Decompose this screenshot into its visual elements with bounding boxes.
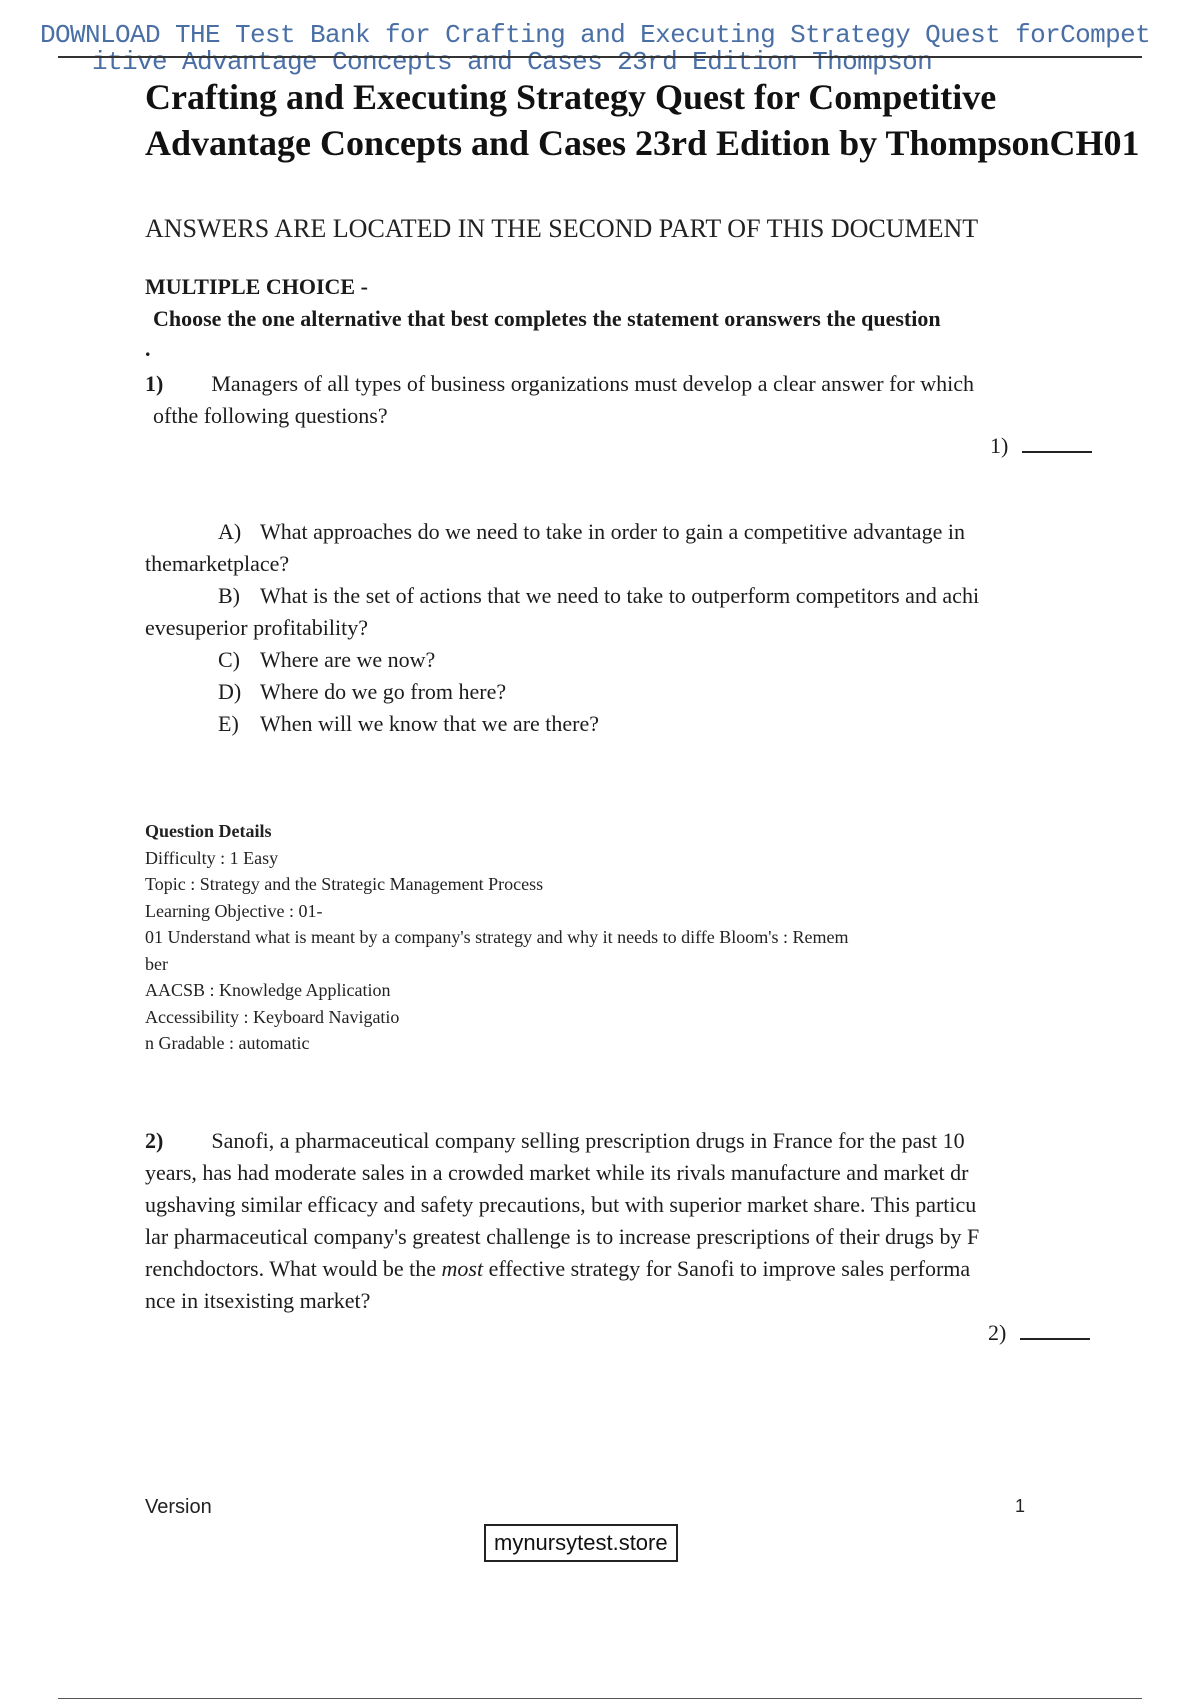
question-2-text-line-1: Sanofi, a pharmaceutical company selling prescription drugs in France for the past 10 [211,1128,965,1153]
details-objective-text: 01 Understand what is meant by a company's strategy and why it needs to diffe Bloom's : Remem [145,927,849,947]
question-1 [145,368,1080,432]
details-accessibility: Accessibility : Keyboard Navigatio [145,1006,400,1027]
question-2 [145,1125,1090,1317]
question-2-line-3: ugshaving similar efficacy and safety precautions, but with superior market share. This particu [145,1192,977,1217]
answers-note: ANSWERS ARE LOCATED IN THE SECOND PART OF THIS DOCUMENT [145,214,979,243]
details-learning-objective: Learning Objective : 01- [145,900,323,921]
details-difficulty: Difficulty : 1 Easy [145,847,279,868]
option-b [218,580,1098,612]
question-2-line-4: lar pharmaceutical company's greatest challenge is to increase prescriptions of their drugs by F [145,1224,980,1249]
option-a-continued: themarketplace? [145,551,290,576]
title-line-2: Advantage Concepts and Cases 23rd Edition by ThompsonCH01 [145,123,1140,163]
details-heading: Question Details [145,821,272,841]
site-stamp[interactable]: mynursytest.store [484,1524,678,1562]
option-c-text: Where are we now? [260,647,436,672]
question-1-text-line-1: Managers of all types of business organizations must develop a clear answer for which [211,371,974,396]
instruction-dot: . [145,336,151,361]
option-a [218,516,1078,548]
download-banner[interactable] [40,22,1190,76]
question-1-answer-blank[interactable] [990,433,1092,459]
question-1-number: 1) [145,371,164,396]
page-bottom-rule [58,1698,1142,1699]
banner-underline [58,56,1142,58]
details-objective-continued: ber [145,953,168,974]
answer-blank-line[interactable] [1022,437,1092,453]
question-2-line-6: nce in itsexisting market? [145,1288,371,1313]
section-heading: MULTIPLE CHOICE - [145,274,368,299]
option-e-text: When will we know that we are there? [260,711,600,736]
banner-line-1[interactable]: DOWNLOAD THE Test Bank for Crafting and Executing Strategy Quest forCompet [40,20,1151,50]
instruction-text: Choose the one alternative that best completes the statement oranswers the question [153,306,941,331]
footer-version: Version [145,1496,212,1518]
details-gradable: n Gradable : automatic [145,1033,310,1053]
question-1-answer-label: 1) [990,433,1009,458]
banner-line-2[interactable]: itive Advantage Concepts and Cases 23rd Edition Thompson [92,47,933,77]
question-2-emphasis: most [441,1256,484,1281]
question-2-answer-label: 2) [988,1320,1007,1345]
option-d [218,676,506,708]
question-2-line-1 [145,1125,1090,1157]
document-title [145,74,1145,166]
title-line-1: Crafting and Executing Strategy Quest for Competitive [145,77,997,117]
option-b-continued: evesuperior profitability? [145,615,368,640]
option-a-label: A) [218,519,242,544]
option-b-text: What is the set of actions that we need to take to outperform competitors and achi [260,583,980,608]
option-b-label: B) [218,583,240,608]
question-2-answer-blank[interactable] [988,1320,1090,1346]
option-d-label: D) [218,679,242,704]
question-1-text-line-2: ofthe following questions? [153,403,388,428]
option-a-text: What approaches do we need to take in order to gain a competitive advantage in [260,519,965,544]
option-c-label: C) [218,647,240,672]
answer-blank-line[interactable] [1020,1324,1090,1340]
details-topic: Topic : Strategy and the Strategic Management Process [145,874,544,894]
question-2-line-2: years, has had moderate sales in a crowded market while its rivals manufacture and market dr [145,1160,969,1185]
question-2-number: 2) [145,1128,164,1153]
question-2-line-5 [145,1253,1090,1285]
question-2-line-5-post: effective strategy for Sanofi to improve sales performa [483,1256,971,1281]
option-d-text: Where do we go from here? [260,679,507,704]
question-2-line-5-pre: renchdoctors. What would be the [145,1256,442,1281]
question-details [145,818,1025,1057]
option-e-label: E) [218,711,239,736]
page-number: 1 [1015,1496,1026,1516]
details-aacsb: AACSB : Knowledge Application [145,980,391,1000]
option-e [218,708,599,740]
option-c [218,644,435,676]
